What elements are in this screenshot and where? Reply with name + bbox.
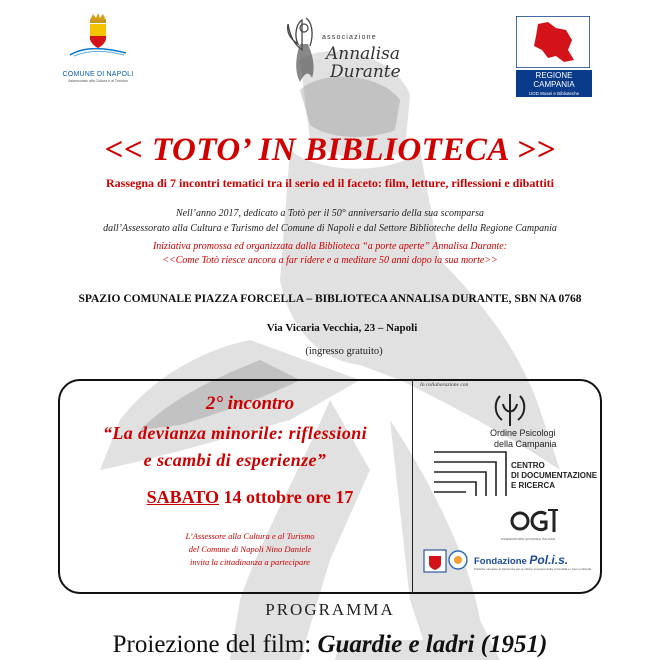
intro-text	[0, 206, 660, 236]
main-title: << TOTO’ IN BIBLIOTECA >>	[104, 132, 556, 168]
program-heading: PROGRAMMA	[265, 600, 395, 619]
associazione-annalisa-durante-logo	[282, 14, 412, 86]
centro-line: DI DOCUMENTAZIONE	[511, 471, 598, 480]
napoli-seal-icon	[420, 546, 470, 576]
polis-sub: Politiche integrate di Sicurezza per le vittime innocenti della criminalità e i beni confiscati	[474, 567, 592, 571]
comune-sub: Assessorato alla Cultura e al Turismo	[68, 79, 128, 83]
napoli-crest-icon	[87, 12, 109, 50]
event-date	[100, 487, 400, 508]
event-number: 2° incontro	[205, 393, 295, 414]
film-prefix: Proiezione del film:	[112, 631, 318, 658]
collab-label: In collaborazione con	[420, 382, 469, 388]
venue-name: SPAZIO COMUNALE PIAZZA FORCELLA – BIBLIOTECA ANNALISA DURANTE, SBN NA 0768	[78, 293, 582, 305]
invite-line: del Comune di Napoli Nino Daniele	[188, 544, 312, 554]
regione-name: REGIONE CAMPANIA	[516, 70, 592, 90]
psi-icon	[492, 392, 528, 428]
ogi-logo-icon	[510, 506, 560, 536]
polis-name: Pol.i.s.	[529, 553, 569, 567]
intro-line: dall’Assessorato alla Cultura e Turismo del Comune di Napoli e dal Settore Biblioteche della Regione Campania	[103, 223, 557, 234]
regione-campania-logo	[516, 16, 592, 97]
promo-line: Iniziativa promossa ed organizzata dalla Biblioteca “a porte aperte” Annalisa Durante:	[152, 241, 508, 252]
venue-address: Via Vicaria Vecchia, 23 – Napoli	[266, 322, 418, 334]
regione-sub: UOD Musei e Biblioteche	[516, 90, 592, 97]
film-line	[0, 631, 660, 659]
ordine-psicologi-logo	[490, 392, 600, 452]
entry-note: (ingresso gratuito)	[305, 346, 383, 357]
invite-line: invita la cittadinanza a partecipare	[189, 557, 311, 567]
event-title-line1: “La devianza minorile: riflessioni	[102, 423, 368, 443]
comune-napoli-logo	[52, 12, 144, 83]
comune-name: COMUNE DI NAPOLI	[62, 71, 134, 78]
promo-line: <<Come Totò riesce ancora a far ridere e a meditare 50 anni dopo la sua morte>>	[162, 255, 498, 266]
ordine-line1: Ordine Psicologi	[490, 428, 556, 438]
event-date-day: SABATO	[146, 487, 220, 507]
subtitle: Rassegna di 7 incontri tematici tra il serio ed il faceto: film, letture, riflessioni e dibattiti	[105, 176, 555, 190]
angel-icon	[282, 14, 332, 86]
assoc-name-line1: Annalisa	[326, 44, 401, 64]
centro-line: CENTRO	[511, 461, 545, 470]
promo-text	[0, 240, 660, 268]
event-title-line2: e scambi di esperienze”	[143, 450, 327, 470]
fondazione-polis-logo	[474, 553, 568, 567]
assoc-small-label: associazione	[322, 34, 377, 41]
event-date-rest: 14 ottobre ore 17	[219, 487, 354, 507]
centro-line: E RICERCA	[511, 481, 556, 490]
invite-line: L’Assessore alla Cultura e al Turismo	[185, 531, 315, 541]
assoc-name-line2: Durante	[330, 62, 401, 82]
ordine-line2: della Campania	[494, 439, 557, 449]
film-title: Guardie e ladri (1951)	[317, 631, 548, 658]
centro-text	[511, 461, 597, 491]
ogi-sub: OSSERVATORIO GIOVANILE ITALIANO	[500, 537, 556, 541]
box-divider	[412, 380, 413, 593]
polis-prefix: Fondazione	[474, 556, 530, 567]
campania-map-icon	[516, 16, 590, 68]
invite-text	[120, 530, 380, 569]
intro-line: Nell’anno 2017, dedicato a Totò per il 50° anniversario della sua scomparsa	[175, 208, 485, 219]
